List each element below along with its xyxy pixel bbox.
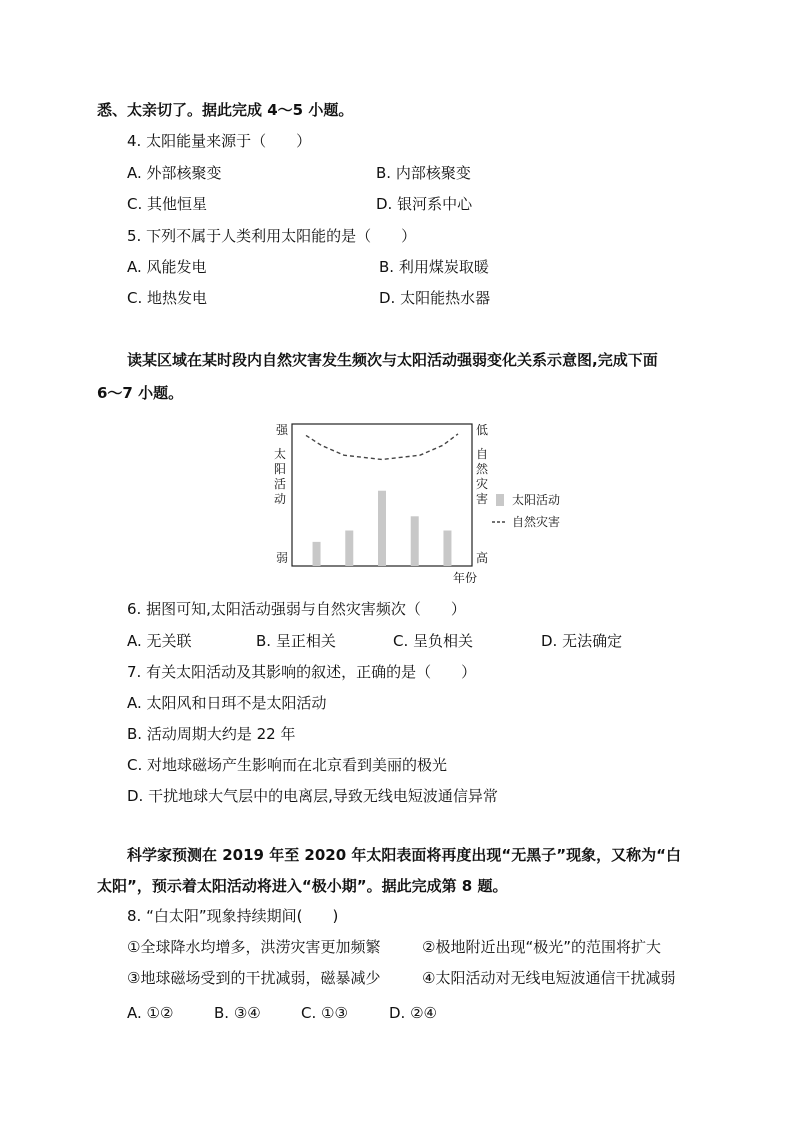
right-vertical-char: 自: [476, 447, 489, 461]
q5-option-c[interactable]: C. 地热发电: [127, 289, 208, 307]
bar-solar-activity-5: [443, 531, 451, 567]
q6-stem: 6. 据图可知,太阳活动强弱与自然灾害频次（ ）: [127, 600, 466, 618]
left-vertical-char: 活: [274, 477, 287, 491]
q5-option-d[interactable]: D. 太阳能热水器: [379, 289, 491, 307]
q7-option-a[interactable]: A. 太阳风和日珥不是太阳活动: [127, 694, 327, 712]
passage2-line2: 6～7 小题。: [97, 384, 184, 402]
q8-option-b[interactable]: B. ③④: [214, 1004, 261, 1022]
bar-solar-activity-4: [411, 516, 419, 566]
legend-bar-swatch: [496, 494, 504, 506]
bars-group: [313, 491, 452, 566]
bar-solar-activity-3: [378, 491, 386, 566]
q7-option-c[interactable]: C. 对地球磁场产生影响而在北京看到美丽的极光: [127, 756, 448, 774]
passage3-line1: 科学家预测在 2019 年至 2020 年太阳表面将再度出现“无黑子”现象，又称为“白: [127, 846, 681, 864]
q4-option-a[interactable]: A. 外部核聚变: [127, 164, 222, 182]
q4-option-b[interactable]: B. 内部核聚变: [376, 164, 471, 182]
passage2-line1: 读某区域在某时段内自然灾害发生频次与太阳活动强弱变化关系示意图,完成下面: [127, 351, 658, 369]
q6-option-a[interactable]: A. 无关联: [127, 632, 192, 650]
y-left-axis-title: [274, 446, 286, 506]
q8-stem: 8. “白太阳”现象持续期间( ): [127, 907, 339, 925]
left-vertical-char: 太: [274, 447, 287, 461]
x-axis-label: 年份: [453, 571, 478, 585]
y-left-top-label: 强: [276, 423, 289, 437]
q8-option-d[interactable]: D. ②④: [389, 1004, 437, 1022]
q6-option-b[interactable]: B. 呈正相关: [256, 632, 336, 650]
q4-option-c[interactable]: C. 其他恒星: [127, 195, 208, 213]
bar-solar-activity-1: [313, 542, 321, 566]
bar-solar-activity-2: [345, 531, 353, 567]
q5-stem: 5. 下列不属于人类利用太阳能的是（ ）: [127, 227, 417, 245]
solar-disaster-chart: [270, 412, 570, 592]
q8-statement-1: ①全球降水均增多，洪涝灾害更加频繁: [127, 938, 381, 956]
y-right-axis-title: [476, 447, 489, 506]
left-vertical-char: 动: [274, 492, 287, 506]
q7-stem: 7. 有关太阳活动及其影响的叙述，正确的是（ ）: [127, 663, 477, 681]
disaster-curve: [306, 434, 458, 460]
y-right-top-label: 低: [476, 423, 489, 437]
y-right-bottom-label: 高: [476, 551, 489, 565]
passage3-line2: 太阳”，预示着太阳活动将进入“极小期”。据此完成第 8 题。: [97, 877, 508, 895]
q7-option-d[interactable]: D. 干扰地球大气层中的电离层,导致无线电短波通信异常: [127, 787, 498, 805]
q6-option-d[interactable]: D. 无法确定: [541, 632, 623, 650]
q5-option-a[interactable]: A. 风能发电: [127, 258, 207, 276]
q7-option-b[interactable]: B. 活动周期大约是 22 年: [127, 725, 296, 743]
q4-stem: 4. 太阳能量来源于（ ）: [127, 132, 312, 150]
q8-option-a[interactable]: A. ①②: [127, 1004, 174, 1022]
chart-svg: [270, 412, 570, 592]
q8-statement-2: ②极地附近出现“极光”的范围将扩大: [422, 938, 661, 956]
legend-bar-label: 太阳活动: [512, 493, 561, 507]
q8-statement-3: ③地球磁场受到的干扰减弱，磁暴减少: [127, 969, 381, 987]
left-vertical-char: 阳: [274, 462, 287, 476]
q8-option-c[interactable]: C. ①③: [301, 1004, 348, 1022]
q8-statement-4: ④太阳活动对无线电短波通信干扰减弱: [422, 969, 676, 987]
right-vertical-char: 灾: [476, 477, 489, 491]
q6-option-c[interactable]: C. 呈负相关: [393, 632, 474, 650]
intro-tail: 悉、太亲切了。据此完成 4～5 小题。: [97, 101, 354, 119]
q4-option-d[interactable]: D. 银河系中心: [376, 195, 473, 213]
right-vertical-char: 然: [476, 462, 489, 476]
y-left-bottom-label: 弱: [276, 551, 289, 565]
right-vertical-char: 害: [476, 492, 489, 506]
legend-line-label: 自然灾害: [512, 515, 561, 529]
q5-option-b[interactable]: B. 利用煤炭取暖: [379, 258, 489, 276]
